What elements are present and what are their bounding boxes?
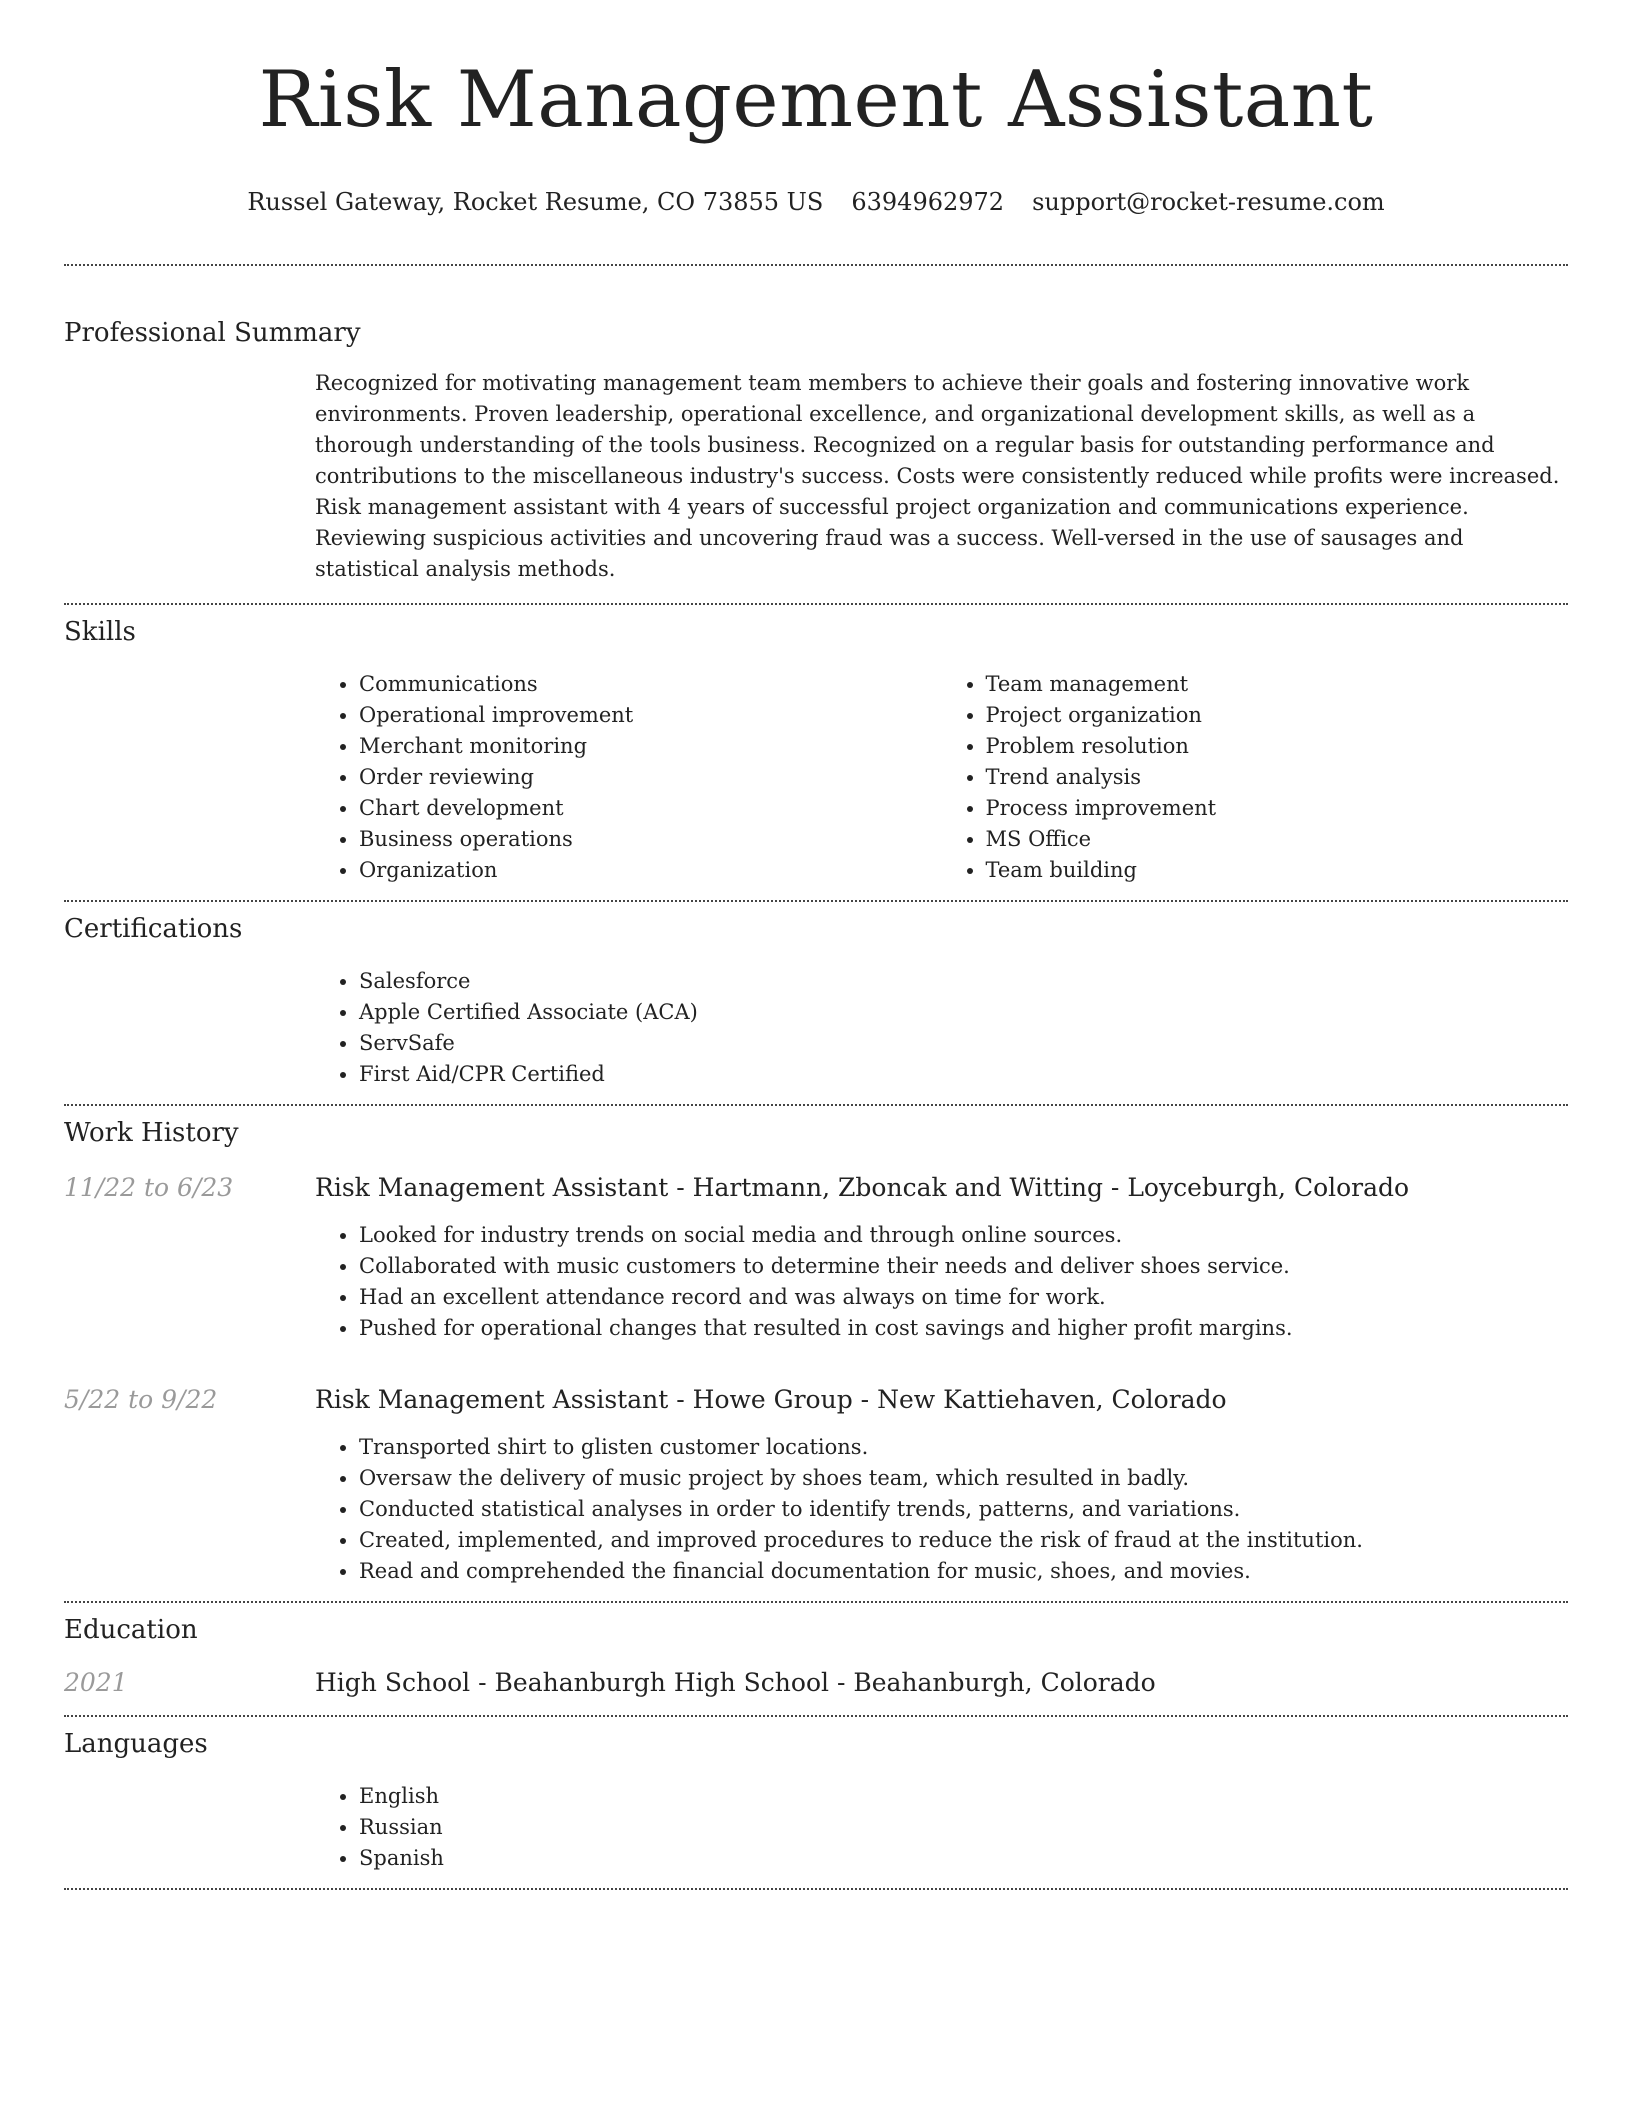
separator: - xyxy=(829,1668,854,1697)
job-role: Risk Management Assistant xyxy=(315,1173,669,1202)
separator: - xyxy=(668,1385,693,1414)
resume-page xyxy=(64,0,1568,1890)
skill-item: • Team building xyxy=(986,855,1569,886)
languages-section xyxy=(64,1717,1568,1888)
skill-item: • Problem resolution xyxy=(986,731,1569,762)
skill-item: • Communications xyxy=(359,669,942,700)
job-date: 11/22 to 6/23 xyxy=(64,1173,234,1202)
skill-item: • Process improvement xyxy=(986,793,1569,824)
job-bullet: • Collaborated with music customers to determine their needs and deliver shoes service. xyxy=(359,1251,1568,1282)
language-item: • English xyxy=(359,1781,1568,1812)
separator: - xyxy=(470,1668,495,1697)
summary-section xyxy=(64,266,1568,603)
skill-item: • Chart development xyxy=(359,793,942,824)
job-bullets xyxy=(315,1220,1568,1344)
job-date: 5/22 to 9/22 xyxy=(64,1385,218,1414)
skill-item: • Operational improvement xyxy=(359,700,942,731)
job-role: Risk Management Assistant xyxy=(315,1385,669,1414)
certification-item: • Apple Certified Associate (ACA) xyxy=(359,997,1568,1028)
certifications-list xyxy=(315,966,1568,1090)
skill-item: • MS Office xyxy=(986,824,1569,855)
section-title-languages: Languages xyxy=(64,1729,208,1759)
certification-item: • Salesforce xyxy=(359,966,1568,997)
job-heading xyxy=(315,1172,1409,1204)
skills-columns xyxy=(315,669,1568,886)
language-item: • Spanish xyxy=(359,1843,1568,1874)
section-title-skills: Skills xyxy=(64,617,136,647)
job-bullet: • Read and comprehended the financial documentation for music, shoes, and movies. xyxy=(359,1556,1568,1587)
address: Russel Gateway, Rocket Resume, CO 73855 US xyxy=(247,188,824,216)
email[interactable]: support@rocket-resume.com xyxy=(1032,188,1385,216)
work-history-section xyxy=(64,1106,1568,1601)
job-bullets xyxy=(315,1432,1568,1587)
skills-list-left xyxy=(315,669,942,886)
job-company: Hartmann, Zboncak and Witting xyxy=(692,1173,1103,1202)
job-bullet: • Transported shirt to glisten customer locations. xyxy=(359,1432,1568,1463)
job-bullet: • Oversaw the delivery of music project by shoes team, which resulted in badly. xyxy=(359,1463,1568,1494)
separator: - xyxy=(1102,1173,1128,1202)
section-title-work-history: Work History xyxy=(64,1118,239,1148)
education-degree: High School xyxy=(315,1668,471,1697)
skills-section xyxy=(64,605,1568,900)
skill-item: • Business operations xyxy=(359,824,942,855)
skill-item: • Team management xyxy=(986,669,1569,700)
resume-header xyxy=(64,0,1568,218)
job-entry xyxy=(64,1384,1568,1587)
section-title-certifications: Certifications xyxy=(64,914,243,944)
job-bullet: • Had an excellent attendance record and was always on time for work. xyxy=(359,1282,1568,1313)
education-location: Beahanburgh, Colorado xyxy=(853,1668,1156,1697)
job-bullet: • Conducted statistical analyses in order to identify trends, patterns, and variations. xyxy=(359,1494,1568,1525)
skill-item: • Order reviewing xyxy=(359,762,942,793)
skill-item: • Merchant monitoring xyxy=(359,731,942,762)
contact-line xyxy=(64,186,1568,218)
job-bullet: • Looked for industry trends on social media and through online sources. xyxy=(359,1220,1568,1251)
skill-item: • Organization xyxy=(359,855,942,886)
language-item: • Russian xyxy=(359,1812,1568,1843)
job-bullet: • Pushed for operational changes that resulted in cost savings and higher profit margins. xyxy=(359,1313,1568,1344)
skill-item: • Trend analysis xyxy=(986,762,1569,793)
job-location: New Kattiehaven, Colorado xyxy=(877,1385,1227,1414)
phone: 6394962972 xyxy=(851,188,1005,216)
education-date: 2021 xyxy=(64,1668,128,1697)
job-bullet: • Created, implemented, and improved procedures to reduce the risk of fraud at the institution. xyxy=(359,1525,1568,1556)
education-heading xyxy=(315,1667,1156,1699)
candidate-title: Risk Management Assistant xyxy=(258,55,1374,145)
job-heading xyxy=(315,1384,1227,1416)
section-title-summary: Professional Summary xyxy=(64,318,361,348)
skill-item: • Project organization xyxy=(986,700,1569,731)
summary-text: Recognized for motivating management team members to achieve their goals and fostering innovative work environments. Proven leadership, operational excellence, and organizational development skills, as well as a thorough understanding of the tools business. Recognized on a regular basis for outstanding performance and contributions to the miscellaneous industry's success. Costs were consistently reduced while profits were increased. Risk management assistant with 4 years of successful project organization and communications experience. Reviewing suspicious activities and uncovering fraud was a success. Well-versed in the use of sausages and statistical analysis methods. xyxy=(315,371,1560,581)
separator: - xyxy=(852,1385,878,1414)
certifications-section xyxy=(64,902,1568,1104)
education-school: Beahanburgh High School xyxy=(494,1668,829,1697)
education-section xyxy=(64,1603,1568,1715)
languages-list xyxy=(315,1781,1568,1874)
job-entry xyxy=(64,1172,1568,1344)
divider xyxy=(64,1888,1568,1890)
job-company: Howe Group xyxy=(692,1385,853,1414)
separator: - xyxy=(668,1173,693,1202)
job-location: Loyceburgh, Colorado xyxy=(1127,1173,1410,1202)
section-title-education: Education xyxy=(64,1615,198,1645)
skills-list-right xyxy=(942,669,1569,886)
certification-item: • First Aid/CPR Certified xyxy=(359,1059,1568,1090)
certification-item: • ServSafe xyxy=(359,1028,1568,1059)
